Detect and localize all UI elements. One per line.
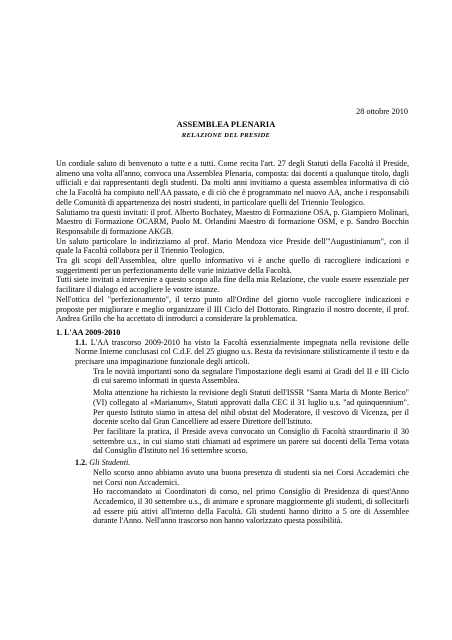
subsection-number: 1.1. xyxy=(75,337,88,347)
subsection-paragraph: Molta attenzione ha richiesto la revisione degli Statuti dell'ISSR "Santa Maria di Monte Berico" (VI) collegato al «Marianum», Statuti approvati dalla CEC il 31 luglio u.s. "ad quinquennium". Per questo Istituto siamo in attesa del nihil obstat del Moderatore, il vescovo di Vicenza, per il docente scelto dal Gran Cancelliere ad essere Direttore dell'Istituto. xyxy=(93,388,409,427)
document-title: ASSEMBLEA PLENARIA xyxy=(176,120,276,129)
subsection-paragraph: Ho raccomandato ai Coordinatori di corso, nel primo Consiglio di Presidenza di quest'Anno Accademico, il 30 settembre u.s., di animare e spronare maggiormente gli studenti, di sollecitarli ad essere più attivi all'interno della Facoltà. Gli studenti hanno diritto a 5 ore di Assemblee durante l'Anno. Nell'anno trascorso non hanno valorizzato questa possibilità. xyxy=(93,487,409,526)
document-body xyxy=(56,159,409,526)
subsection-paragraph: Tra le novità importanti sono da segnalare l'impostazione degli esami ai Gradi del II e III Ciclo di cui saremo informati in questa Assemblea. xyxy=(93,366,409,386)
subsection-paragraph: Per facilitare la pratica, il Preside aveva convocato un Consiglio di Facoltà straordinario il 30 settembre u.s., in cui siamo stati chiamati ad esprimere un parere sui docenti della Terna votata dal Consiglio d'Istituto nel 16 settembre scorso. xyxy=(93,426,409,456)
document-subtitle: RELAZIONE DEL PRESIDE xyxy=(181,132,271,139)
paragraph-purpose: Tra gli scopi dell'Assemblea, oltre quello informativo vi è anche quello di raccogliere indicazioni e suggerimenti per un perfezionamento delle varie iniziative della Facoltà. xyxy=(56,256,409,275)
section-heading: 1. L'AA 2009-2010 xyxy=(56,327,121,337)
subsection-1-2 xyxy=(56,458,409,468)
paragraph-improvement: Nell'ottica del "perfezionamento", il terzo punto all'Ordine del giorno vuole raccogliere indicazioni e proposte per migliorare e meglio organizzare il III Ciclo del Dottorato. Ringrazio il nostro docente, il prof. Andrea Grillo che ha accettato di introdurci a considerare la problematica. xyxy=(56,294,409,324)
paragraph-guests: Salutiamo tra questi invitati: il prof. Alberto Bochatey, Maestro di Formazione OSA, p. Giampiero Molinari, Maestro di Formazione OCARM, Paolo M. Orlandini Maestro di formazione OSM, e p. Sandro Bocchin Responsabile di formazione AKGB. xyxy=(56,207,409,236)
subsection-title: Gli Studenti. xyxy=(89,458,131,468)
subsection-1-1 xyxy=(56,338,409,367)
subsection-text: L'AA trascorso 2009-2010 ha visto la Facoltà essenzialmente impegnata nella revisione delle Norme Interne conclusasi col C.d.F. del 25 giugno u.s. Resta da revisionare stilisticamente il testo e da precisare una impaginazione funzionale degli articoli. xyxy=(75,337,409,367)
subsection-paragraph: Nello scorso anno abbiamo avuto una buona presenza di studenti sia nei Corsi Accademici che nei Corsi non Accademici. xyxy=(93,467,409,487)
paragraph-special-greeting: Un saluto particolare lo indirizziamo al prof. Mario Mendoza vice Preside dell'"Augustinianum", con il quale la Facoltà collabora per il Triennio Teologico. xyxy=(56,236,409,256)
document-date: 28 ottobre 2010 xyxy=(356,107,408,116)
paragraph-invitation: Tutti siete invitati a intervenire a questo scopo alla fine della mia Relazione, che vuole essere essenziale per facilitare il dialogo ed accogliere le vostre istanze. xyxy=(56,275,409,295)
subsection-number: 1.2. xyxy=(75,458,88,468)
paragraph-welcome: Un cordiale saluto di benvenuto a tutte e a tutti. Come recita l'art. 27 degli Statuti della Facoltà il Preside, almeno una volta all'anno, convoca una Assemblea Plenaria, composta: dai docenti a qualunque titolo, dagli ufficiali e dai rappresentanti degli studenti. Da molti anni invitiamo a questa assemblea informativa di ciò che la Facoltà ha compiuto nell'AA passato, e di ciò che è programmato nel nuovo AA, anche i responsabili delle Comunità di appartenenza dei nostri studenti, in particolare quelli del Triennio Teologico. xyxy=(56,159,409,207)
